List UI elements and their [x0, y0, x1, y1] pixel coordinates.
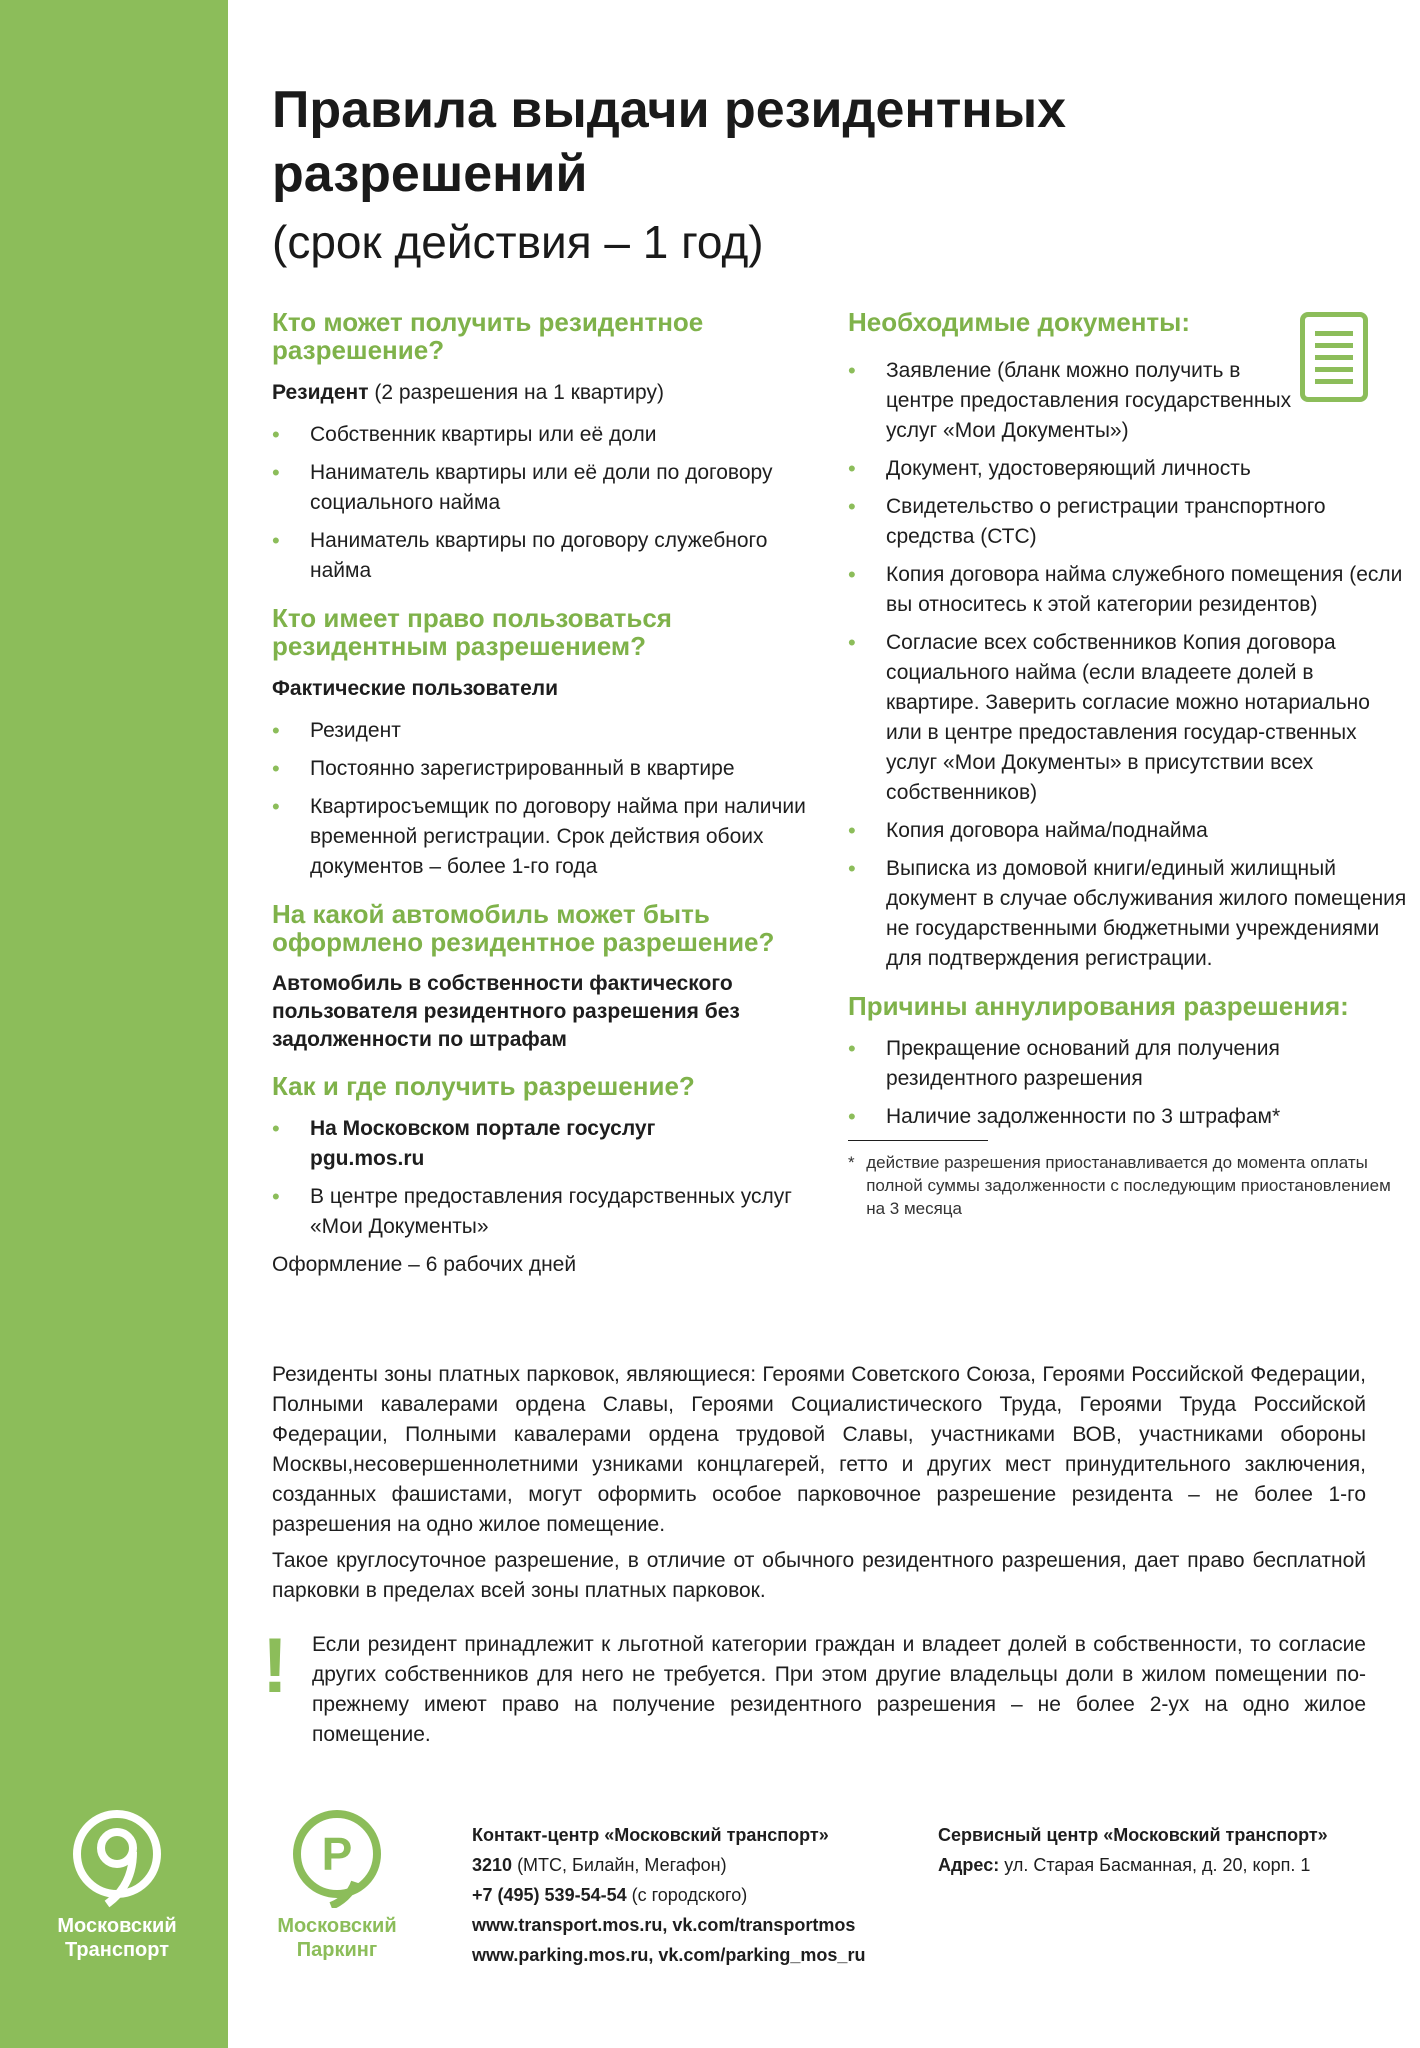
who-uses-list: [272, 716, 812, 882]
resident-note: (2 разрешения на 1 квартиру): [374, 381, 664, 404]
service-center: [938, 1820, 1388, 1880]
short-number-line: [472, 1850, 932, 1880]
portal-text: На Московском портале госуслуг: [310, 1117, 656, 1140]
service-address-line: [938, 1850, 1388, 1880]
list-item: [272, 1114, 812, 1174]
service-title: Сервисный центр «Московский транспорт»: [938, 1825, 1328, 1845]
page-subtitle: (срок действия – 1 год): [272, 216, 764, 268]
who-can-section: [272, 308, 812, 586]
bullet-icon: •: [272, 794, 280, 819]
list-item: • В центре предоставления государственных услуг «Мои Документы»: [272, 1184, 792, 1238]
list-item: • Документ, удостоверяющий личность: [848, 454, 1408, 484]
notice-text: Если резидент принадлежит к льготной категории граждан и владеет долей в собственности, то согласие других собственников для него не требуется. При этом другие владельцы доли в жилом помещении по-прежнему имеют право на получение резидентного разрешения – не более 2-ух на одно жилое помещение.: [312, 1633, 1366, 1746]
phone-number[interactable]: +7 (495) 539-54-54: [472, 1885, 627, 1905]
sites-transport[interactable]: www.transport.mos.ru, vk.com/transportmos: [472, 1915, 856, 1935]
who-can-heading: Кто может получить резидентное разрешение?: [272, 307, 704, 365]
documents-section: [848, 308, 1408, 974]
resident-line: [272, 378, 812, 408]
phone-line: [472, 1880, 932, 1910]
footnote-text: действие разрешения приостанавливается до момента оплаты полной суммы задолженности с последующим приостановлением на 3 месяца: [866, 1153, 1391, 1218]
footnote: [848, 1151, 1408, 1220]
bullet-icon: •: [272, 528, 280, 553]
bullet-icon: •: [848, 818, 856, 843]
bullet-icon: •: [848, 358, 856, 383]
bullet-icon: •: [272, 460, 280, 485]
short-number-note: (МТС, Билайн, Мегафон): [517, 1855, 727, 1875]
list-item: • Прекращение оснований для получения резидентного разрешения: [848, 1036, 1280, 1090]
bullet-icon: •: [272, 1184, 280, 1209]
list-item: • Наличие задолженности по 3 штрафам*: [848, 1102, 1408, 1132]
green-sidebar: [0, 0, 228, 2048]
short-number[interactable]: 3210: [472, 1855, 513, 1875]
bullet-icon: •: [848, 856, 856, 881]
logo-moscow-parking[interactable]: [262, 1808, 412, 1962]
which-car-text: Автомобиль в собственности фактического пользователя резидентного разрешения без задолженности по штрафам: [272, 972, 740, 1051]
page-title: Правила выдачи резидентных разрешений: [272, 81, 1067, 203]
footnote-divider: [848, 1140, 988, 1141]
how-where-heading: Как и где получить разрешение?: [272, 1071, 695, 1101]
privileged-block: [272, 1360, 1366, 1612]
cancellation-section: [848, 992, 1408, 1220]
which-car-section: [272, 900, 812, 1054]
logo-parking-line1: Московский: [277, 1915, 397, 1937]
bullet-icon: •: [272, 422, 280, 447]
nine-ring-icon: [67, 1808, 167, 1908]
list-item: • Заявление (бланк можно получить в центре предоставления государственных услуг «Мои Документы»): [848, 358, 1292, 442]
bullet-icon: •: [848, 562, 856, 587]
bullet-icon: •: [272, 1116, 280, 1141]
exclamation-icon: !: [262, 1621, 288, 1709]
privileged-paragraph-2: Такое круглосуточное разрешение, в отличие от обычного резидентного разрешения, дает право бесплатной парковки в пределах всей зоны платных парковок.: [272, 1549, 1366, 1602]
logo-transport-line1: Московский: [57, 1915, 177, 1937]
list-item: • Собственник квартиры или её доли: [272, 420, 812, 450]
bullet-icon: •: [848, 630, 856, 655]
list-item: • Копия договора найма служебного помещения (если вы относитесь к этой категории резидентов): [848, 562, 1403, 616]
list-item: • Свидетельство о регистрации транспортного средства (СТС): [848, 494, 1326, 548]
contact-center: [472, 1820, 932, 1970]
who-uses-subheading: Фактические пользователи: [272, 677, 559, 700]
sites-parking[interactable]: www.parking.mos.ru, vk.com/parking_mos_ru: [472, 1945, 866, 1965]
parking-p-icon: [287, 1808, 387, 1908]
list-item: • Квартиросъемщик по договору найма при наличии временной регистрации. Срок действия обоих документов – более 1-го года: [272, 794, 806, 878]
address-label: Адрес:: [938, 1855, 1000, 1875]
documents-list: [848, 356, 1408, 974]
list-item: • Резидент: [272, 716, 812, 746]
bullet-icon: •: [848, 1104, 856, 1129]
list-item: • Наниматель квартиры или её доли по договору социального найма: [272, 460, 773, 514]
privileged-paragraph-1: Резиденты зоны платных парковок, являющиеся: Героями Советского Союза, Героями Российской Федерации, Полными кавалерами ордена Славы, Героями Социалистического Труда, Героями Труда Российской Федерации, Полными кавалерами ордена трудовой Славы, участниками ВОВ, участниками обороны Москвы,несовершеннолетними узниками концлагерей, гетто и других мест принудительного заключения, созданных фашистами, могут оформить особое парковочное разрешение резидента – не более 1-го разрешения на одно жилое помещение.: [272, 1363, 1366, 1536]
left-column: [272, 308, 812, 1298]
bullet-icon: •: [848, 1036, 856, 1061]
footnote-mark: *: [848, 1153, 855, 1172]
list-item: • Наниматель квартиры по договору служебного найма: [272, 528, 768, 582]
cancellation-heading: Причины аннулирования разрешения:: [848, 991, 1349, 1021]
logo-moscow-transport[interactable]: [52, 1808, 182, 1962]
bullet-icon: •: [848, 456, 856, 481]
list-item: • Копия договора найма/поднайма: [848, 816, 1408, 846]
right-column: [848, 308, 1408, 1238]
notice-block: [262, 1621, 1366, 1750]
list-item: • Постоянно зарегистрированный в квартире: [272, 754, 812, 784]
bullet-icon: •: [272, 756, 280, 781]
who-uses-section: [272, 604, 812, 882]
resident-label: Резидент: [272, 381, 369, 404]
which-car-heading: На какой автомобиль может быть оформлено резидентное разрешение?: [272, 899, 775, 957]
service-address: ул. Старая Басманная, д. 20, корп. 1: [1004, 1855, 1311, 1875]
bullet-icon: •: [848, 494, 856, 519]
logo-transport-line2: Транспорт: [64, 1939, 170, 1961]
logo-parking-line2: Паркинг: [296, 1939, 378, 1961]
contact-title: Контакт-центр «Московский транспорт»: [472, 1825, 829, 1845]
documents-heading: Необходимые документы:: [848, 307, 1190, 337]
bullet-icon: •: [272, 718, 280, 743]
list-item: • Согласие всех собственников Копия договора социального найма (если владеете долей в квартире. Заверить согласие можно нотариально или в центре предоставления государ-ственных услуг «Мои Документы» в присутствии всех собственников): [848, 630, 1370, 804]
portal-link[interactable]: pgu.mos.ru: [310, 1147, 425, 1170]
how-where-section: [272, 1072, 812, 1280]
who-uses-heading: Кто имеет право пользоваться резидентным разрешением?: [272, 603, 672, 661]
processing-time: Оформление – 6 рабочих дней: [272, 1253, 577, 1276]
who-can-list: [272, 420, 812, 586]
how-where-list: [272, 1114, 812, 1242]
list-item: • Выписка из домовой книги/единый жилищный документ в случае обслуживания жилого помещения не государственными бюджетными учреждениями для подтверждения регистрации.: [848, 856, 1407, 970]
parking-letter: P: [321, 1828, 353, 1880]
phone-note: (с городского): [631, 1885, 748, 1905]
cancellation-list: [848, 1034, 1408, 1132]
